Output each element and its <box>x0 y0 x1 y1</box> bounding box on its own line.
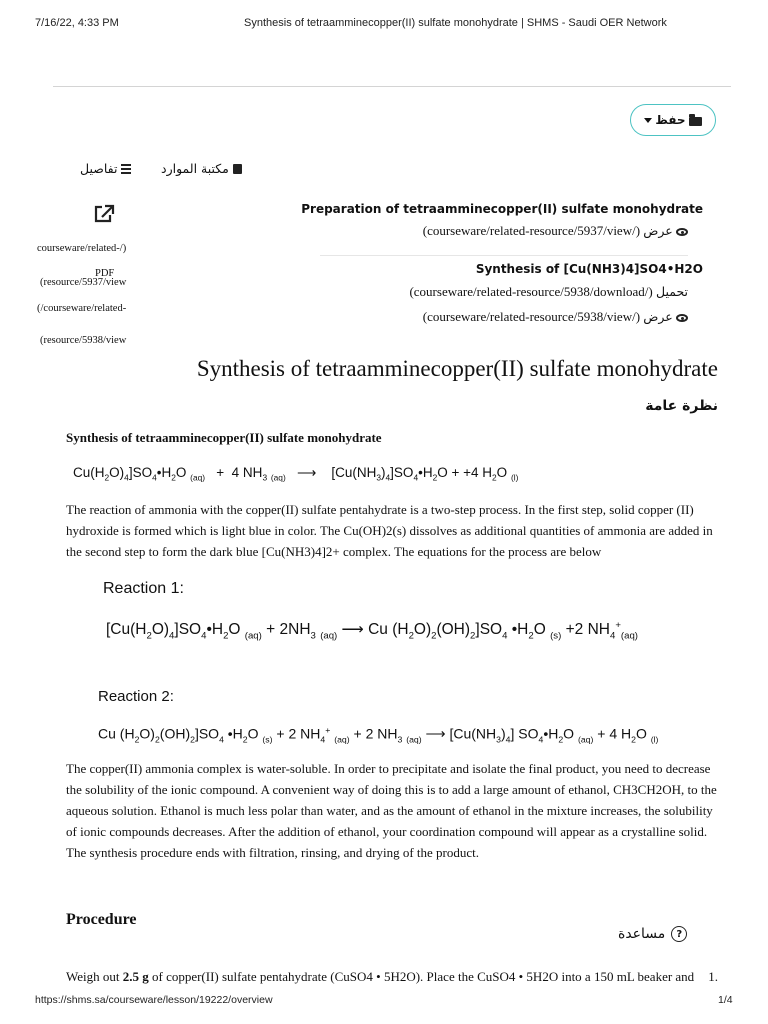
step1-amount: 2.5 g <box>122 969 149 984</box>
sidebar-link-text[interactable]: courseware/related-/) <box>37 243 127 254</box>
resource-divider <box>320 255 688 256</box>
step1-text: Weigh out <box>66 969 123 984</box>
resource-link-href: (courseware/related-resource/5938/view/) <box>422 309 641 324</box>
eye-icon <box>676 228 688 236</box>
sidebar-link-text[interactable]: (/courseware/related- <box>37 303 127 314</box>
external-link-icon[interactable] <box>93 204 115 224</box>
resource-link-href: (courseware/related-resource/5938/download/) <box>409 284 653 299</box>
step1-number: 1. <box>708 969 718 984</box>
resource-view-link[interactable] <box>423 309 688 325</box>
chevron-down-icon <box>644 118 652 123</box>
sidebar-pdf-label: PDF <box>95 268 115 279</box>
intro-paragraph: The reaction of ammonia with the copper(II) sulfate pentahydrate is a two-step process. In the first step, solid copper (II) hydroxide is formed which is light blue in color. The Cu(OH)2(s) dissolves as additional quantities of ammonia are added in the second step to form the dark blue [Cu(NH3)4]2+ complex. The equations for the process are below <box>66 502 713 559</box>
resource-title: Synthesis of [Cu(NH3)4]SO4•H2O <box>475 262 703 276</box>
resource-download-link[interactable] <box>409 284 688 300</box>
sidebar-link-text[interactable]: (resource/5938/view <box>40 335 127 346</box>
reaction2-label: Reaction 2: <box>98 688 174 705</box>
resource-link-href: (courseware/related-resource/5937/view/) <box>422 223 641 238</box>
precipitation-paragraph: The copper(II) ammonia complex is water-soluble. In order to precipitate and isolate the final product, you need to decrease the solubility of the ionic compound. A convenient way of doing this is to add a large amount of ethanol, CH3CH2OH, to the aqueous solution. Ethanol is much less polar than water, and as the amount of ethanol in the mixture increases, the solubility of ionic compounds decreases. After the addition of ethanol, your coordination compound will appear as a crystalline solid. The synthesis procedure ends with filtration, rinsing, and drying of the product. <box>66 761 717 860</box>
resource-link-label: عرض <box>643 223 673 238</box>
section-subheading: Synthesis of tetraamminecopper(II) sulfate monohydrate <box>66 430 382 445</box>
list-icon <box>121 164 131 174</box>
print-datetime: 7/16/22, 4:33 PM <box>35 17 119 29</box>
save-label: حفظ <box>655 113 686 127</box>
resource-view-link[interactable] <box>423 223 688 239</box>
header-divider <box>53 86 731 87</box>
book-icon <box>233 164 242 174</box>
eye-icon <box>676 314 688 322</box>
resource-link-label: عرض <box>643 309 673 324</box>
question-icon: ? <box>671 926 687 942</box>
help-label: مساعدة <box>618 926 666 942</box>
details-label: تفاصيل <box>80 161 118 176</box>
details-link[interactable] <box>80 161 131 176</box>
reaction2-equation-image: Cu $(H_2O)_2(OH)_2]SO_4$ $•H_2O$ $_{(s)}$ + 2 $NH_4^+$ $_{(aq)}$ + 2 $NH_3$ $_{(aq)}$ ⟶ $[Cu(NH_3)_4]$ $SO_4•H_2O$ $_{(aq)}$ + 4 $H_2O$ $_{(l)}$ <box>98 725 659 745</box>
save-button[interactable] <box>630 104 716 136</box>
help-button[interactable] <box>618 926 687 942</box>
reaction1-equation-image: $[Cu(H_2O)_4]SO_4•H_2O$ $_{(aq)} + 2NH_3$ $_{(aq)}$ ⟶ Cu $(H_2O)_2(OH)_2]SO_4$ $•H_2O$ $_{(s)}$ +2 $NH_4^+_{(aq)}$ <box>106 620 638 642</box>
resource-link-label: تحميل <box>655 284 688 299</box>
page-title: Synthesis of tetraamminecopper(II) sulfate monohydrate <box>196 356 718 381</box>
reaction1-label: Reaction 1: <box>103 580 184 597</box>
procedure-heading: Procedure <box>66 911 137 928</box>
print-page-number: 1/4 <box>718 994 733 1006</box>
resource-library-label: مكتبة الموارد <box>161 161 229 176</box>
resource-library-link[interactable] <box>161 161 242 176</box>
print-url: https://shms.sa/courseware/lesson/19222/overview <box>35 994 273 1006</box>
step1-text: of copper(II) sulfate pentahydrate (CuSO4 • 5H2O). Place the CuSO4 • 5H2O into a 150 mL beaker and <box>148 969 695 984</box>
sidebar-link-text[interactable]: (resource/5937/view <box>40 277 127 288</box>
folder-open-icon <box>689 117 702 126</box>
print-page-title: Synthesis of tetraamminecopper(II) sulfate monohydrate | SHMS - Saudi OER Network <box>244 17 667 29</box>
resource-title: Preparation of tetraamminecopper(II) sulfate monohydrate <box>301 202 703 216</box>
overview-heading: نظرة عامة <box>645 398 718 414</box>
overall-equation-image: $Cu(H_2O)_4]SO_4•H_2O$ $_{(aq)}$ + 4 $NH_3$ $_{(aq)}$ ⟶ $[Cu(NH_3)_4]SO_4•H_2O + +4$ $H_2O$ $_{(l)}$ <box>73 465 519 483</box>
procedure-step-1 <box>66 969 718 985</box>
